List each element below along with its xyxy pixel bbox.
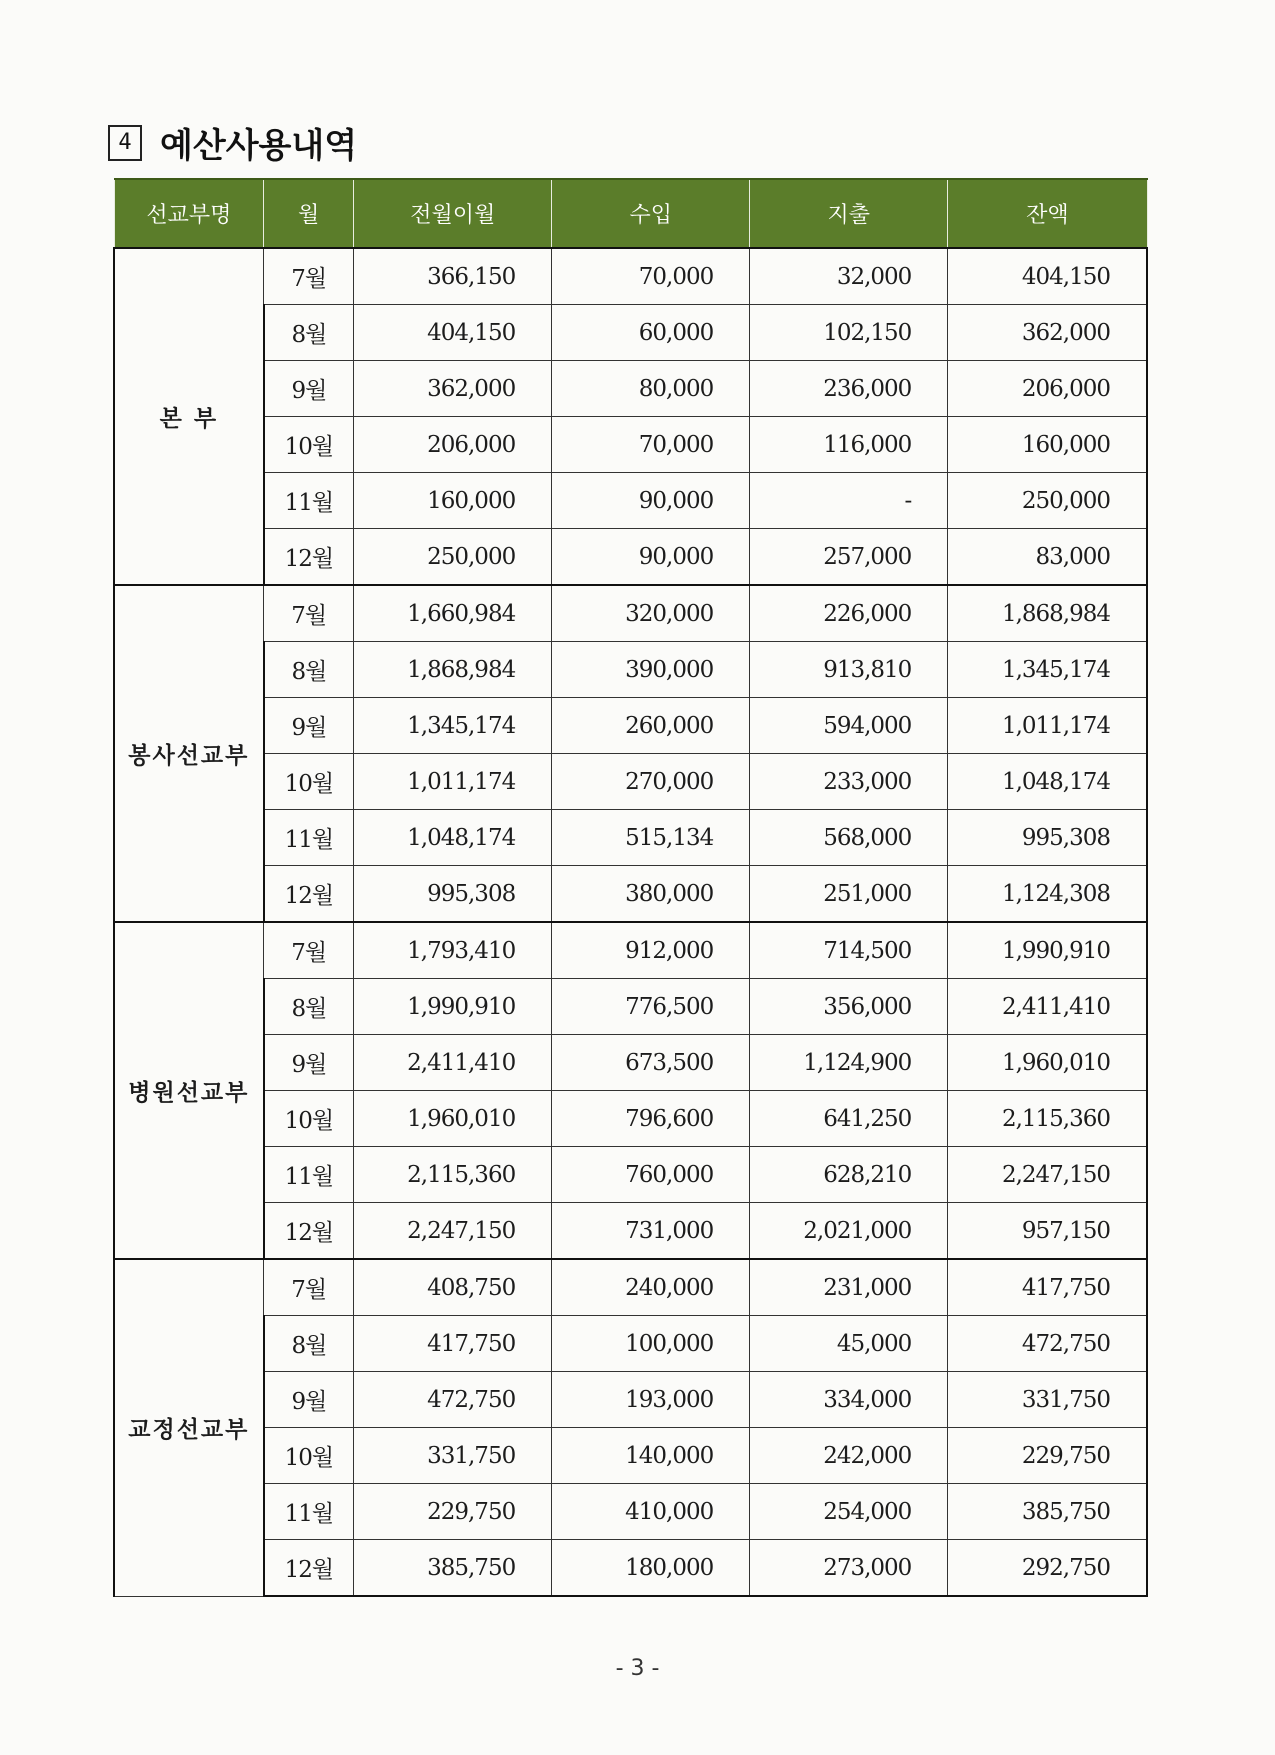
income-cell: 760,000 — [552, 1147, 750, 1203]
month-cell: 9월 — [264, 361, 354, 417]
carryover-cell: 229,750 — [354, 1484, 552, 1540]
carryover-cell: 404,150 — [354, 305, 552, 361]
section-title-text: 예산사용내역 — [160, 126, 358, 166]
balance-cell: 2,411,410 — [948, 979, 1147, 1035]
table-row — [114, 1428, 1147, 1484]
month-cell: 9월 — [264, 1372, 354, 1428]
expense-cell: 1,124,900 — [750, 1035, 948, 1091]
carryover-cell: 1,960,010 — [354, 1091, 552, 1147]
month-cell: 8월 — [264, 305, 354, 361]
balance-cell: 1,868,984 — [948, 585, 1147, 642]
expense-cell: 334,000 — [750, 1372, 948, 1428]
month-cell: 11월 — [264, 1147, 354, 1203]
table-row — [114, 754, 1147, 810]
income-cell: 240,000 — [552, 1259, 750, 1316]
balance-cell: 1,960,010 — [948, 1035, 1147, 1091]
expense-cell: 594,000 — [750, 698, 948, 754]
table-row — [114, 1259, 1147, 1316]
expense-cell: 273,000 — [750, 1540, 948, 1597]
page-number: - 3 - — [615, 1656, 660, 1681]
carryover-cell: 1,990,910 — [354, 979, 552, 1035]
expense-cell: 714,500 — [750, 922, 948, 979]
table-row — [114, 1372, 1147, 1428]
month-cell: 10월 — [264, 1091, 354, 1147]
balance-cell: 995,308 — [948, 810, 1147, 866]
balance-cell: 385,750 — [948, 1484, 1147, 1540]
income-cell: 776,500 — [552, 979, 750, 1035]
balance-cell: 292,750 — [948, 1540, 1147, 1597]
carryover-cell: 1,345,174 — [354, 698, 552, 754]
balance-cell: 472,750 — [948, 1316, 1147, 1372]
month-cell: 12월 — [264, 1540, 354, 1597]
table-header-row — [114, 179, 1147, 248]
table-row — [114, 1203, 1147, 1260]
income-cell: 100,000 — [552, 1316, 750, 1372]
income-cell: 90,000 — [552, 473, 750, 529]
income-cell: 70,000 — [552, 417, 750, 473]
month-cell: 10월 — [264, 754, 354, 810]
income-cell: 731,000 — [552, 1203, 750, 1260]
balance-cell: 2,247,150 — [948, 1147, 1147, 1203]
income-cell: 90,000 — [552, 529, 750, 586]
month-cell: 7월 — [264, 585, 354, 642]
month-cell: 12월 — [264, 1203, 354, 1260]
carryover-cell: 1,793,410 — [354, 922, 552, 979]
carryover-cell: 995,308 — [354, 866, 552, 923]
balance-cell: 206,000 — [948, 361, 1147, 417]
expense-cell: 257,000 — [750, 529, 948, 586]
month-cell: 10월 — [264, 1428, 354, 1484]
expense-cell: 913,810 — [750, 642, 948, 698]
expense-cell: 641,250 — [750, 1091, 948, 1147]
income-cell: 270,000 — [552, 754, 750, 810]
balance-cell: 362,000 — [948, 305, 1147, 361]
table-row — [114, 417, 1147, 473]
month-cell: 10월 — [264, 417, 354, 473]
carryover-cell: 250,000 — [354, 529, 552, 586]
income-cell: 60,000 — [552, 305, 750, 361]
balance-cell: 83,000 — [948, 529, 1147, 586]
table-row — [114, 585, 1147, 642]
month-cell: 9월 — [264, 1035, 354, 1091]
carryover-cell: 160,000 — [354, 473, 552, 529]
carryover-cell: 1,660,984 — [354, 585, 552, 642]
income-cell: 673,500 — [552, 1035, 750, 1091]
table-row — [114, 248, 1147, 305]
table-row — [114, 979, 1147, 1035]
income-cell: 320,000 — [552, 585, 750, 642]
expense-cell: 356,000 — [750, 979, 948, 1035]
month-cell: 11월 — [264, 1484, 354, 1540]
carryover-cell: 385,750 — [354, 1540, 552, 1597]
table-row — [114, 810, 1147, 866]
month-cell: 12월 — [264, 529, 354, 586]
expense-cell: 251,000 — [750, 866, 948, 923]
expense-cell: 568,000 — [750, 810, 948, 866]
budget-table — [113, 178, 1148, 1597]
month-cell: 8월 — [264, 642, 354, 698]
carryover-cell: 472,750 — [354, 1372, 552, 1428]
table-row — [114, 1316, 1147, 1372]
department-cell: 교정선교부 — [114, 1259, 264, 1596]
department-cell: 본 부 — [114, 248, 264, 585]
expense-cell: 233,000 — [750, 754, 948, 810]
carryover-cell: 1,868,984 — [354, 642, 552, 698]
income-cell: 260,000 — [552, 698, 750, 754]
expense-cell: 102,150 — [750, 305, 948, 361]
carryover-cell: 362,000 — [354, 361, 552, 417]
expense-cell: 254,000 — [750, 1484, 948, 1540]
header-income: 수입 — [552, 179, 750, 248]
month-cell: 12월 — [264, 866, 354, 923]
table-row — [114, 1035, 1147, 1091]
header-expense: 지출 — [750, 179, 948, 248]
month-cell: 7월 — [264, 922, 354, 979]
income-cell: 912,000 — [552, 922, 750, 979]
department-cell: 봉사선교부 — [114, 585, 264, 922]
month-cell: 7월 — [264, 1259, 354, 1316]
balance-cell: 1,990,910 — [948, 922, 1147, 979]
carryover-cell: 408,750 — [354, 1259, 552, 1316]
header-balance: 잔액 — [948, 179, 1147, 248]
expense-cell: 242,000 — [750, 1428, 948, 1484]
table-row — [114, 698, 1147, 754]
month-cell: 9월 — [264, 698, 354, 754]
section-number: 4 — [108, 125, 142, 161]
balance-cell: 1,345,174 — [948, 642, 1147, 698]
balance-cell: 1,048,174 — [948, 754, 1147, 810]
header-department: 선교부명 — [114, 179, 264, 248]
table-row — [114, 1540, 1147, 1597]
expense-cell: 236,000 — [750, 361, 948, 417]
income-cell: 140,000 — [552, 1428, 750, 1484]
income-cell: 796,600 — [552, 1091, 750, 1147]
table-row — [114, 361, 1147, 417]
income-cell: 70,000 — [552, 248, 750, 305]
balance-cell: 229,750 — [948, 1428, 1147, 1484]
expense-cell: 226,000 — [750, 585, 948, 642]
balance-cell: 957,150 — [948, 1203, 1147, 1260]
balance-cell: 160,000 — [948, 417, 1147, 473]
carryover-cell: 1,011,174 — [354, 754, 552, 810]
balance-cell: 250,000 — [948, 473, 1147, 529]
expense-cell: 32,000 — [750, 248, 948, 305]
balance-cell: 331,750 — [948, 1372, 1147, 1428]
income-cell: 390,000 — [552, 642, 750, 698]
expense-cell: 116,000 — [750, 417, 948, 473]
balance-cell: 1,124,308 — [948, 866, 1147, 923]
carryover-cell: 2,411,410 — [354, 1035, 552, 1091]
income-cell: 410,000 — [552, 1484, 750, 1540]
carryover-cell: 2,247,150 — [354, 1203, 552, 1260]
table-row — [114, 1147, 1147, 1203]
carryover-cell: 417,750 — [354, 1316, 552, 1372]
balance-cell: 404,150 — [948, 248, 1147, 305]
expense-cell: 2,021,000 — [750, 1203, 948, 1260]
month-cell: 11월 — [264, 810, 354, 866]
carryover-cell: 1,048,174 — [354, 810, 552, 866]
table-row — [114, 1091, 1147, 1147]
income-cell: 515,134 — [552, 810, 750, 866]
carryover-cell: 206,000 — [354, 417, 552, 473]
balance-cell: 1,011,174 — [948, 698, 1147, 754]
expense-cell: - — [750, 473, 948, 529]
carryover-cell: 331,750 — [354, 1428, 552, 1484]
month-cell: 11월 — [264, 473, 354, 529]
income-cell: 380,000 — [552, 866, 750, 923]
section-heading — [108, 118, 357, 167]
table-row — [114, 642, 1147, 698]
table-row — [114, 866, 1147, 923]
balance-cell: 417,750 — [948, 1259, 1147, 1316]
expense-cell: 45,000 — [750, 1316, 948, 1372]
table-row — [114, 529, 1147, 586]
carryover-cell: 366,150 — [354, 248, 552, 305]
table-row — [114, 305, 1147, 361]
table-row — [114, 922, 1147, 979]
header-carryover: 전월이월 — [354, 179, 552, 248]
table-row — [114, 1484, 1147, 1540]
month-cell: 8월 — [264, 979, 354, 1035]
carryover-cell: 2,115,360 — [354, 1147, 552, 1203]
month-cell: 8월 — [264, 1316, 354, 1372]
header-month: 월 — [264, 179, 354, 248]
income-cell: 180,000 — [552, 1540, 750, 1597]
table-row — [114, 473, 1147, 529]
income-cell: 80,000 — [552, 361, 750, 417]
expense-cell: 231,000 — [750, 1259, 948, 1316]
expense-cell: 628,210 — [750, 1147, 948, 1203]
month-cell: 7월 — [264, 248, 354, 305]
balance-cell: 2,115,360 — [948, 1091, 1147, 1147]
department-cell: 병원선교부 — [114, 922, 264, 1259]
income-cell: 193,000 — [552, 1372, 750, 1428]
